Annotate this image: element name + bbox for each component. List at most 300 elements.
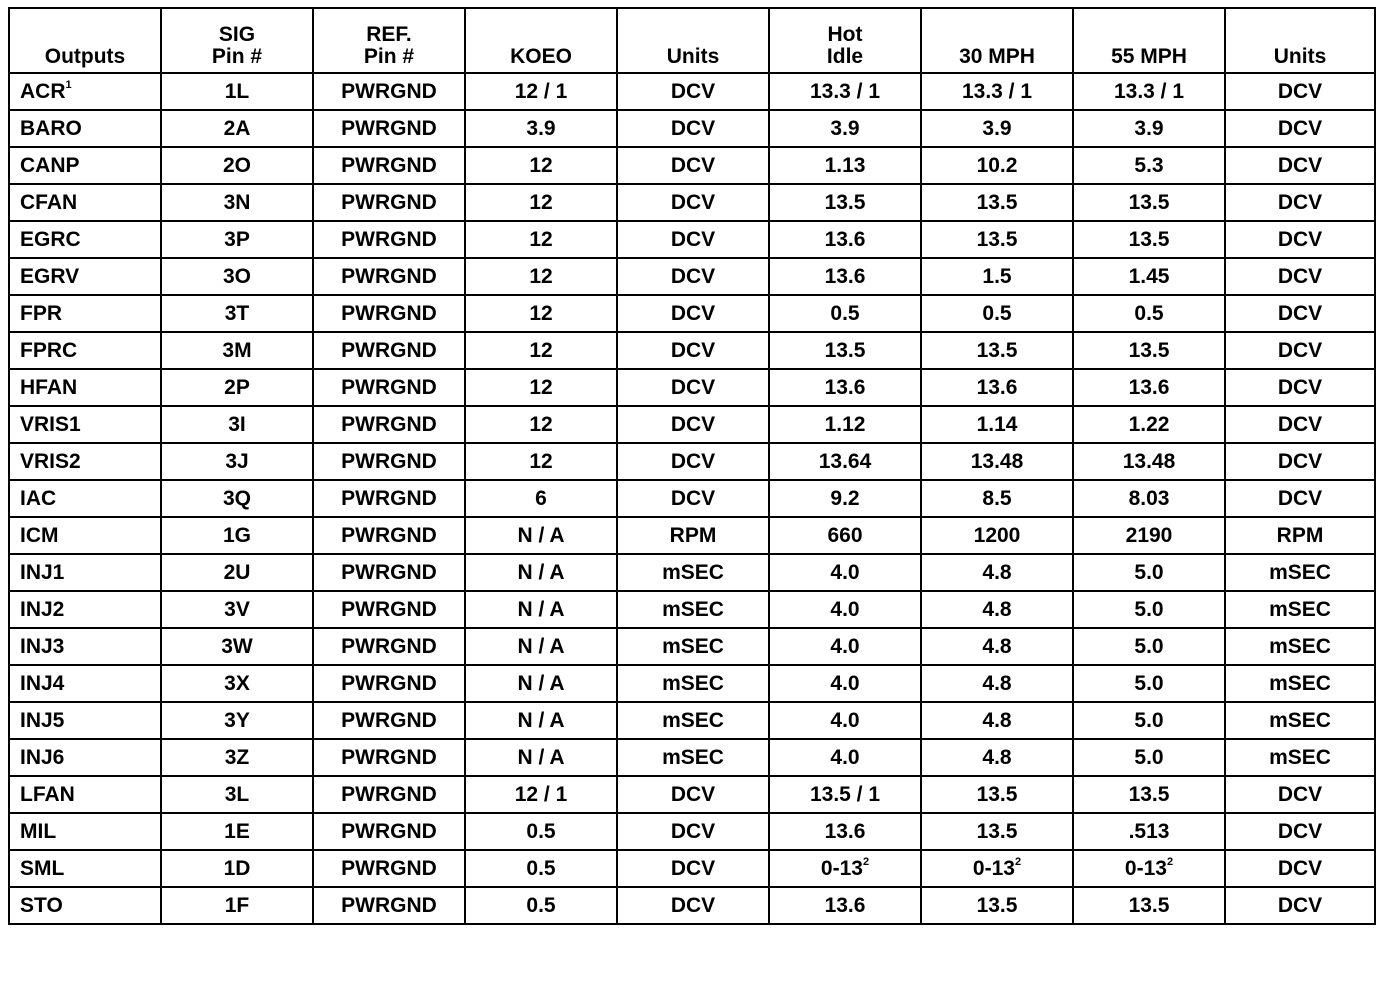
cell-value: STO	[20, 894, 63, 917]
units-cell	[617, 480, 769, 517]
cell-value: 13.6	[824, 265, 866, 288]
ref-pin-cell	[313, 258, 465, 295]
cell-value: FPR	[20, 302, 62, 325]
column-header-line: Hot	[827, 22, 863, 46]
hot-idle-cell	[769, 184, 921, 221]
footnote-marker: 2	[1014, 856, 1022, 868]
mph-55-cell	[1073, 813, 1225, 850]
units-2-cell	[1225, 295, 1375, 332]
cell-value: INJ2	[20, 598, 65, 621]
cell-value: DCV	[670, 820, 716, 843]
mph-30-cell	[921, 628, 1073, 665]
cell-value: 1.22	[1128, 413, 1170, 436]
cell-value: 3.9	[982, 117, 1012, 140]
table-header-row	[9, 8, 1375, 73]
output-name-cell	[9, 258, 161, 295]
cell-value: DCV	[670, 80, 716, 103]
units-cell	[617, 406, 769, 443]
sig-pin-cell	[161, 184, 313, 221]
column-header-line: KOEO	[510, 44, 572, 68]
table-body	[9, 73, 1375, 924]
units-2-cell	[1225, 813, 1375, 850]
cell-value: 3Q	[222, 487, 251, 510]
column-header-line: 30 MPH	[959, 44, 1035, 68]
koeo-cell	[465, 295, 617, 332]
cell-value: DCV	[670, 228, 716, 251]
cell-value: DCV	[670, 339, 716, 362]
koeo-cell	[465, 221, 617, 258]
cell-value: 5.0	[1134, 635, 1164, 658]
units-2-cell	[1225, 628, 1375, 665]
units-cell	[617, 184, 769, 221]
cell-value: 1E	[224, 820, 250, 843]
mph-55-cell	[1073, 332, 1225, 369]
cell-value: DCV	[1277, 265, 1323, 288]
footnote-marker: 1	[65, 79, 72, 91]
cell-value: 0.5	[982, 302, 1012, 325]
cell-value: INJ5	[20, 709, 65, 732]
cell-value: 5.0	[1134, 746, 1164, 769]
units-cell	[617, 628, 769, 665]
units-cell	[617, 776, 769, 813]
mph-55-cell	[1073, 221, 1225, 258]
cell-value: 1G	[222, 524, 251, 547]
cell-value: 12	[529, 450, 553, 473]
cell-value: 12	[529, 413, 553, 436]
ref-pin-cell	[313, 554, 465, 591]
cell-value: PWRGND	[341, 598, 437, 621]
cell-value: VRIS1	[20, 413, 81, 436]
ref-pin-cell	[313, 184, 465, 221]
mph-55-cell	[1073, 295, 1225, 332]
cell-value: 4.0	[830, 635, 860, 658]
koeo-cell	[465, 665, 617, 702]
sig-pin-cell	[161, 147, 313, 184]
ref-pin-cell	[313, 480, 465, 517]
cell-value: 12	[529, 302, 553, 325]
column-header-line: SIG	[218, 22, 256, 46]
cell-value: 13.5	[1128, 783, 1170, 806]
units-2-cell	[1225, 332, 1375, 369]
units-2-cell	[1225, 591, 1375, 628]
output-name-cell	[9, 406, 161, 443]
cell-value: N / A	[517, 672, 565, 695]
table-row	[9, 554, 1375, 591]
cell-value: PWRGND	[341, 672, 437, 695]
koeo-cell	[465, 554, 617, 591]
column-header-line: Idle	[826, 44, 864, 68]
cell-value: 3L	[224, 783, 250, 806]
sig-pin-cell	[161, 369, 313, 406]
table-row	[9, 332, 1375, 369]
hot-idle-cell	[769, 591, 921, 628]
mph-30-cell	[921, 850, 1073, 887]
cell-value: HFAN	[20, 376, 78, 399]
cell-value: mSEC	[1269, 635, 1331, 658]
cell-value: 1200	[973, 524, 1021, 547]
hot-idle-cell	[769, 628, 921, 665]
cell-value: PWRGND	[341, 302, 437, 325]
hot-idle-cell	[769, 406, 921, 443]
output-name-cell	[9, 147, 161, 184]
hot-idle-cell	[769, 887, 921, 924]
sig-pin-cell	[161, 221, 313, 258]
cell-value: PWRGND	[341, 339, 437, 362]
cell-value: DCV	[1277, 154, 1323, 177]
ref-pin-cell	[313, 295, 465, 332]
footnote-marker: 2	[862, 856, 870, 868]
units-2-cell	[1225, 258, 1375, 295]
cell-value: DCV	[670, 154, 716, 177]
cell-value: 0.5	[526, 857, 556, 880]
mph-55-cell	[1073, 73, 1225, 110]
units-2-cell	[1225, 110, 1375, 147]
mph-30-cell	[921, 147, 1073, 184]
cell-value: 4.0	[830, 561, 860, 584]
cell-value: PWRGND	[341, 857, 437, 880]
cell-value: 5.3	[1134, 154, 1164, 177]
column-header-line: Units	[1273, 44, 1327, 68]
column-header-line: Pin #	[363, 44, 415, 68]
table-row	[9, 591, 1375, 628]
table-row	[9, 887, 1375, 924]
output-name-cell	[9, 702, 161, 739]
cell-value: mSEC	[662, 635, 724, 658]
cell-value: RPM	[1276, 524, 1324, 547]
cell-value: 4.0	[830, 672, 860, 695]
table-row	[9, 850, 1375, 887]
cell-value: INJ3	[20, 635, 65, 658]
cell-value: N / A	[517, 598, 565, 621]
cell-value: 4.0	[830, 709, 860, 732]
outputs-spec-table	[8, 7, 1376, 925]
ref-pin-cell	[313, 591, 465, 628]
cell-value: DCV	[670, 376, 716, 399]
cell-value: 4.8	[982, 709, 1012, 732]
mph-55-cell	[1073, 554, 1225, 591]
column-header-line: Outputs	[44, 44, 126, 68]
cell-value: PWRGND	[341, 376, 437, 399]
cell-value: INJ6	[20, 746, 65, 769]
footnote-marker: 2	[1166, 856, 1174, 868]
sig-pin-cell	[161, 73, 313, 110]
cell-value: mSEC	[662, 672, 724, 695]
mph-30-cell	[921, 295, 1073, 332]
units-cell	[617, 887, 769, 924]
hot-idle-cell	[769, 221, 921, 258]
cell-value: 13.6	[824, 376, 866, 399]
cell-value: mSEC	[1269, 561, 1331, 584]
mph-55-cell	[1073, 776, 1225, 813]
cell-value: 1.13	[824, 154, 866, 177]
cell-value: DCV	[670, 265, 716, 288]
cell-value: INJ1	[20, 561, 65, 584]
sig-pin-cell	[161, 591, 313, 628]
table-row	[9, 369, 1375, 406]
cell-value: N / A	[517, 709, 565, 732]
koeo-cell	[465, 73, 617, 110]
output-name-cell	[9, 443, 161, 480]
ref-pin-cell	[313, 406, 465, 443]
sig-pin-cell	[161, 258, 313, 295]
units-2-cell	[1225, 554, 1375, 591]
cell-value: RPM	[669, 524, 717, 547]
cell-value: mSEC	[662, 709, 724, 732]
cell-value: 4.0	[830, 598, 860, 621]
mph-30-cell	[921, 258, 1073, 295]
cell-value: DCV	[1277, 191, 1323, 214]
cell-value: ICM	[20, 524, 59, 547]
units-cell	[617, 258, 769, 295]
cell-value: mSEC	[662, 746, 724, 769]
cell-value: 2O	[222, 154, 251, 177]
cell-value: CFAN	[20, 191, 78, 214]
koeo-cell	[465, 443, 617, 480]
cell-value: PWRGND	[341, 635, 437, 658]
mph-55-cell	[1073, 887, 1225, 924]
cell-value: INJ4	[20, 672, 65, 695]
output-name-cell	[9, 332, 161, 369]
mph-55-cell	[1073, 110, 1225, 147]
units-2-cell	[1225, 850, 1375, 887]
units-2-cell	[1225, 221, 1375, 258]
sig-pin-cell	[161, 813, 313, 850]
cell-value: DCV	[1277, 487, 1323, 510]
cell-value: 3W	[221, 635, 253, 658]
ref-pin-cell	[313, 332, 465, 369]
mph-30-cell	[921, 369, 1073, 406]
mph-55-cell	[1073, 406, 1225, 443]
ref-pin-cell	[313, 110, 465, 147]
hot-idle-cell	[769, 369, 921, 406]
sig-pin-cell	[161, 554, 313, 591]
cell-value: DCV	[670, 487, 716, 510]
cell-value: 12 / 1	[514, 80, 568, 103]
cell-value: 4.8	[982, 746, 1012, 769]
cell-value: 12	[529, 339, 553, 362]
cell-value: 12	[529, 154, 553, 177]
ref-pin-cell	[313, 702, 465, 739]
table-row	[9, 665, 1375, 702]
cell-value: 0-13	[820, 857, 863, 880]
mph-55-cell	[1073, 628, 1225, 665]
mph-55-cell	[1073, 258, 1225, 295]
units-2-cell	[1225, 443, 1375, 480]
cell-value: 2P	[224, 376, 250, 399]
column-header-line: REF.	[366, 22, 412, 46]
cell-value: PWRGND	[341, 80, 437, 103]
cell-value: 13.6	[976, 376, 1018, 399]
output-name-cell	[9, 110, 161, 147]
column-header-line: Pin #	[211, 44, 263, 68]
koeo-cell	[465, 702, 617, 739]
cell-value: 660	[827, 524, 863, 547]
cell-value: 5.0	[1134, 709, 1164, 732]
column-header-55-mph	[1073, 8, 1225, 73]
units-2-cell	[1225, 517, 1375, 554]
units-2-cell	[1225, 776, 1375, 813]
cell-value: 10.2	[976, 154, 1018, 177]
units-2-cell	[1225, 406, 1375, 443]
cell-value: 4.8	[982, 598, 1012, 621]
hot-idle-cell	[769, 443, 921, 480]
cell-value: 13.5	[976, 820, 1018, 843]
mph-55-cell	[1073, 517, 1225, 554]
sig-pin-cell	[161, 739, 313, 776]
units-cell	[617, 332, 769, 369]
cell-value: 13.5 / 1	[809, 783, 881, 806]
cell-value: PWRGND	[341, 561, 437, 584]
cell-value: 12	[529, 191, 553, 214]
cell-value: 4.0	[830, 746, 860, 769]
units-cell	[617, 554, 769, 591]
units-2-cell	[1225, 147, 1375, 184]
output-name-cell	[9, 887, 161, 924]
cell-value: 3.9	[526, 117, 556, 140]
units-cell	[617, 110, 769, 147]
ref-pin-cell	[313, 147, 465, 184]
column-header-30-mph	[921, 8, 1073, 73]
mph-30-cell	[921, 813, 1073, 850]
koeo-cell	[465, 591, 617, 628]
cell-value: 3M	[222, 339, 252, 362]
cell-value: 2U	[223, 561, 251, 584]
mph-30-cell	[921, 517, 1073, 554]
mph-30-cell	[921, 184, 1073, 221]
koeo-cell	[465, 887, 617, 924]
mph-55-cell	[1073, 850, 1225, 887]
sig-pin-cell	[161, 628, 313, 665]
hot-idle-cell	[769, 480, 921, 517]
cell-value: 13.5	[1128, 191, 1170, 214]
cell-value: 13.5	[976, 783, 1018, 806]
cell-value: EGRC	[20, 228, 81, 251]
cell-value: MIL	[20, 820, 57, 843]
cell-value: 13.6	[1128, 376, 1170, 399]
koeo-cell	[465, 739, 617, 776]
sig-pin-cell	[161, 850, 313, 887]
cell-value: ACR	[20, 80, 66, 103]
cell-value: PWRGND	[341, 450, 437, 473]
cell-value: PWRGND	[341, 894, 437, 917]
units-cell	[617, 702, 769, 739]
cell-value: 4.8	[982, 672, 1012, 695]
cell-value: CANP	[20, 154, 80, 177]
koeo-cell	[465, 369, 617, 406]
mph-55-cell	[1073, 443, 1225, 480]
table-row	[9, 147, 1375, 184]
cell-value: 1.5	[982, 265, 1012, 288]
output-name-cell	[9, 628, 161, 665]
cell-value: 3I	[228, 413, 246, 436]
table-row	[9, 517, 1375, 554]
table-row	[9, 739, 1375, 776]
cell-value: PWRGND	[341, 709, 437, 732]
output-name-cell	[9, 813, 161, 850]
cell-value: 2190	[1125, 524, 1173, 547]
hot-idle-cell	[769, 517, 921, 554]
koeo-cell	[465, 147, 617, 184]
cell-value: 0.5	[526, 894, 556, 917]
cell-value: 13.6	[824, 228, 866, 251]
sig-pin-cell	[161, 406, 313, 443]
mph-30-cell	[921, 406, 1073, 443]
mph-30-cell	[921, 554, 1073, 591]
cell-value: mSEC	[662, 561, 724, 584]
cell-value: DCV	[1277, 228, 1323, 251]
column-header-units-2	[1225, 8, 1375, 73]
table-row	[9, 628, 1375, 665]
mph-30-cell	[921, 332, 1073, 369]
cell-value: 13.3 / 1	[961, 80, 1033, 103]
cell-value: PWRGND	[341, 191, 437, 214]
cell-value: 13.3 / 1	[1113, 80, 1185, 103]
cell-value: DCV	[1277, 302, 1323, 325]
table-row	[9, 776, 1375, 813]
cell-value: 13.5	[1128, 228, 1170, 251]
units-2-cell	[1225, 739, 1375, 776]
mph-30-cell	[921, 739, 1073, 776]
units-cell	[617, 147, 769, 184]
cell-value: DCV	[670, 894, 716, 917]
cell-value: 3.9	[1134, 117, 1164, 140]
mph-55-cell	[1073, 591, 1225, 628]
cell-value: 0-13	[1124, 857, 1167, 880]
cell-value: DCV	[1277, 857, 1323, 880]
cell-value: 0.5	[1134, 302, 1164, 325]
koeo-cell	[465, 776, 617, 813]
cell-value: PWRGND	[341, 413, 437, 436]
cell-value: 13.5	[1128, 339, 1170, 362]
cell-value: mSEC	[1269, 598, 1331, 621]
koeo-cell	[465, 517, 617, 554]
output-name-cell	[9, 554, 161, 591]
koeo-cell	[465, 184, 617, 221]
cell-value: DCV	[1277, 413, 1323, 436]
koeo-cell	[465, 406, 617, 443]
cell-value: 13.48	[970, 450, 1024, 473]
cell-value: PWRGND	[341, 154, 437, 177]
units-2-cell	[1225, 887, 1375, 924]
cell-value: DCV	[670, 191, 716, 214]
koeo-cell	[465, 628, 617, 665]
hot-idle-cell	[769, 702, 921, 739]
cell-value: 8.5	[982, 487, 1012, 510]
mph-30-cell	[921, 665, 1073, 702]
cell-value: N / A	[517, 746, 565, 769]
mph-55-cell	[1073, 147, 1225, 184]
hot-idle-cell	[769, 73, 921, 110]
ref-pin-cell	[313, 813, 465, 850]
cell-value: PWRGND	[341, 117, 437, 140]
cell-value: DCV	[670, 783, 716, 806]
table-row	[9, 184, 1375, 221]
mph-30-cell	[921, 776, 1073, 813]
cell-value: DCV	[1277, 80, 1323, 103]
cell-value: DCV	[1277, 450, 1323, 473]
ref-pin-cell	[313, 369, 465, 406]
output-name-cell	[9, 517, 161, 554]
cell-value: 12 / 1	[514, 783, 568, 806]
output-name-cell	[9, 73, 161, 110]
mph-30-cell	[921, 591, 1073, 628]
cell-value: 3Y	[224, 709, 250, 732]
koeo-cell	[465, 480, 617, 517]
cell-value: SML	[20, 857, 65, 880]
cell-value: 3P	[224, 228, 250, 251]
cell-value: 8.03	[1128, 487, 1170, 510]
units-2-cell	[1225, 184, 1375, 221]
